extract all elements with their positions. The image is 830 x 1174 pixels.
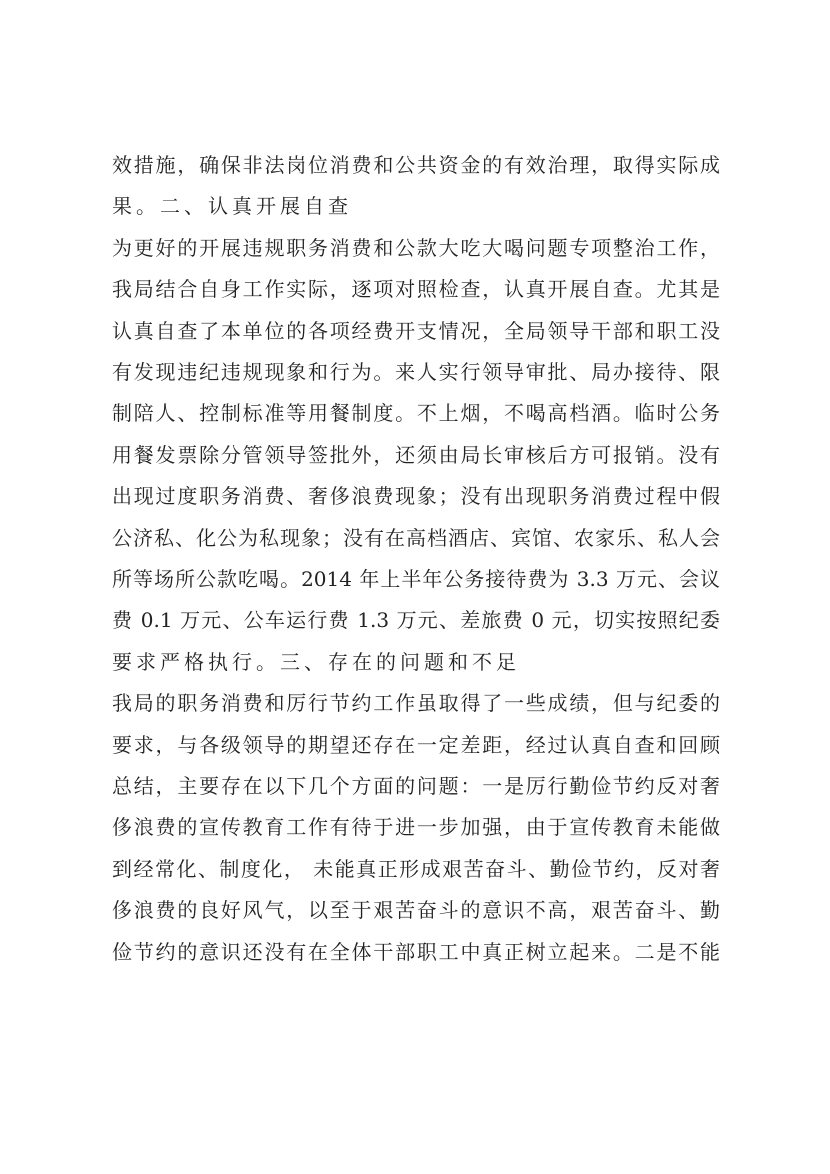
text-line: 总结，主要存在以下几个方面的问题：一是厉行勤俭节约反对奢 (112, 774, 720, 798)
text-line: 费 0.1 万元、公车运行费 1.3 万元、差旅费 0 元，切实按照纪委 (112, 608, 720, 633)
text-line: 认真自查了本单位的各项经费开支情况，全局领导干部和职工没 (112, 318, 720, 343)
text-line: 要求，与各级领导的期望还存在一定差距，经过认真自查和回顾 (112, 732, 720, 757)
text-line: 我局结合自身工作实际，逐项对照检查，认真开展自查。尤其是 (112, 277, 720, 302)
text-line: 所等场所公款吃喝。2014 年上半年公务接待费为 3.3 万元、会议 (112, 567, 720, 591)
text-line: 侈浪费的良好风气，以至于艰苦奋斗的意识不高，艰苦奋斗、勤 (112, 898, 720, 923)
text-line: 要求严格执行。三、存在的问题和不足 (112, 649, 520, 674)
text-line: 为更好的开展违规职务消费和公款大吃大喝问题专项整治工作， (112, 235, 720, 260)
text-line: 出现过度职务消费、奢侈浪费现象；没有出现职务消费过程中假 (112, 484, 720, 509)
text-line: 公济私、化公为私现象；没有在高档酒店、宾馆、农家乐、私人会 (112, 525, 720, 550)
text-line: 我局的职务消费和厉行节约工作虽取得了一些成绩，但与纪委的 (112, 691, 720, 716)
text-line: 有发现违纪违规现象和行为。来人实行领导审批、局办接待、限 (112, 360, 720, 384)
text-line: 侈浪费的宣传教育工作有待于进一步加强，由于宣传教育未能做 (112, 815, 720, 840)
text-line: 到经常化、制度化， 未能真正形成艰苦奋斗、勤俭节约，反对奢 (112, 856, 720, 881)
text-line: 效措施，确保非法岗位消费和公共资金的有效治理，取得实际成 (112, 153, 720, 177)
text-line: 制陪人、控制标准等用餐制度。不上烟，不喝高档酒。临时公务 (112, 401, 720, 426)
text-line: 果。二、认真开展自查 (112, 194, 352, 219)
text-line: 俭节约的意识还没有在全体干部职工中真正树立起来。二是不能 (112, 939, 720, 964)
text-line: 用餐发票除分管领导签批外，还须由局长审核后方可报销。没有 (112, 442, 720, 467)
